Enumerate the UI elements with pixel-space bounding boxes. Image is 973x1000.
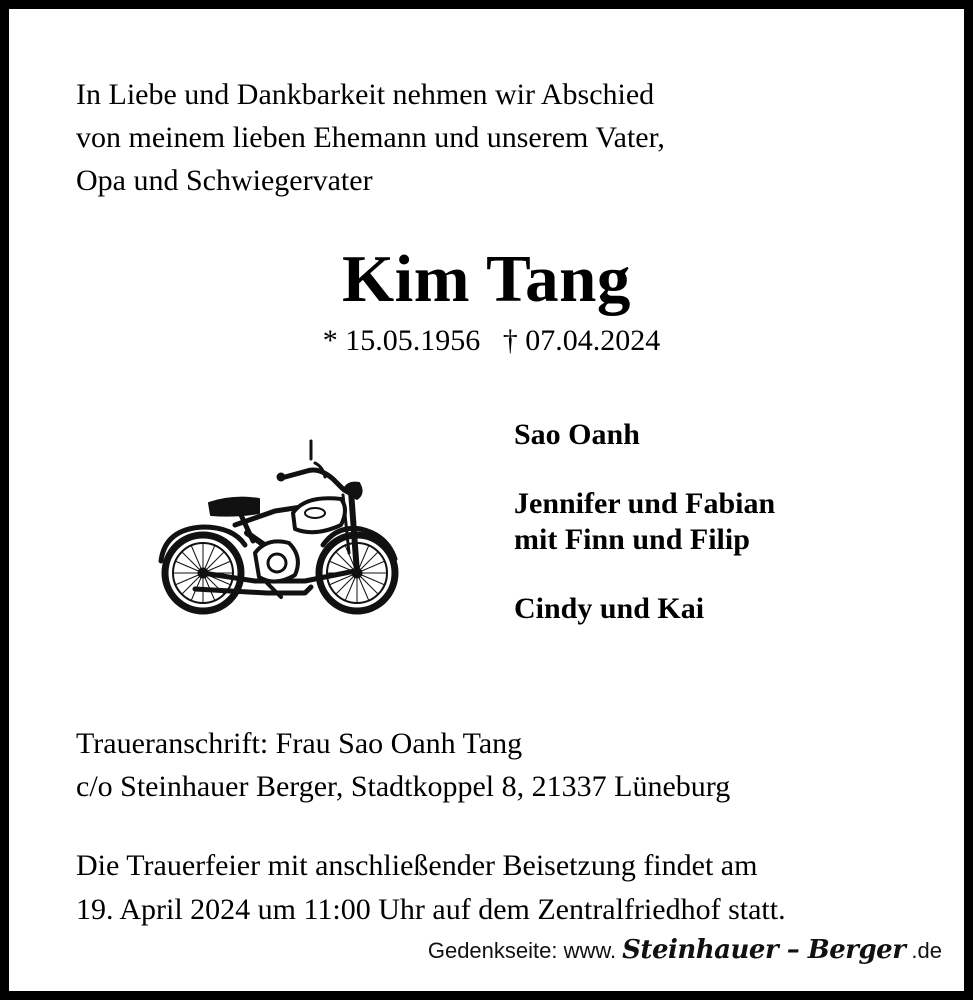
life-dates	[9, 321, 964, 361]
birth-date: * 15.05.1956	[322, 324, 481, 357]
intro-line: In Liebe und Dankbarkeit nehmen wir Abschied	[76, 78, 655, 111]
deceased-name: Kim Tang	[342, 242, 631, 316]
memorial-website[interactable]	[428, 935, 942, 973]
website-prefix: Gedenkseite: www.	[427, 938, 617, 963]
mourner-line: Cindy und Kai	[514, 592, 705, 625]
death-date: † 07.04.2024	[502, 324, 661, 357]
website-suffix: .de	[911, 938, 942, 963]
intro-line: Opa und Schwiegervater	[76, 164, 373, 197]
mourner-line: Jennifer und Fabian	[514, 487, 776, 520]
mourner-line: mit Finn und Filip	[514, 523, 750, 556]
mourner-group	[514, 591, 775, 627]
mourners-list	[514, 417, 775, 627]
ceremony-line: 19. April 2024 um 11:00 Uhr auf dem Zentralfriedhof statt.	[76, 893, 786, 926]
intro-text	[76, 73, 665, 202]
address-line: Traueranschrift: Frau Sao Oanh Tang	[76, 727, 523, 760]
mourner-group	[514, 417, 775, 453]
moped-icon	[155, 433, 403, 617]
intro-line: von meinem lieben Ehemann und unserem Vater,	[76, 121, 665, 154]
ceremony-line: Die Trauerfeier mit anschließender Beisetzung findet am	[76, 849, 758, 882]
ceremony-info	[76, 844, 786, 932]
mourner-group	[514, 486, 775, 558]
address-line: c/o Steinhauer Berger, Stadtkoppel 8, 21337 Lüneburg	[76, 770, 731, 803]
condolence-address	[76, 722, 730, 808]
mourner-line: Sao Oanh	[514, 418, 640, 451]
brand-logo-text: Steinhauer – Berger	[622, 935, 906, 965]
